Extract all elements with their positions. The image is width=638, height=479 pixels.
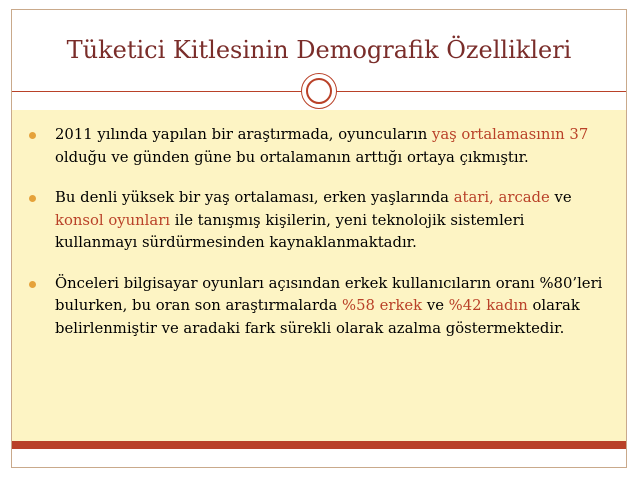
- bullet-dot-icon: [29, 281, 36, 288]
- text-segment: ve: [422, 297, 449, 314]
- text-segment: Bu denli yüksek bir yaş ortalaması, erken yaşlarında: [55, 189, 454, 206]
- bullet-list: [21, 124, 611, 358]
- highlight-text: arcade: [498, 189, 550, 206]
- slide-title: Tüketici Kitlesinin Demografik Özellikleri: [66, 36, 572, 64]
- highlight-text: konsol oyunları: [55, 211, 171, 229]
- bullet-item: [21, 187, 611, 255]
- text-segment: olduğu ve günden güne bu ortalamanın arttığı ortaya çıkmıştır.: [55, 148, 529, 166]
- text-segment: 2011 yılında yapılan bir araştırmada, oyuncuların: [55, 126, 432, 143]
- highlight-text: atari,: [453, 189, 494, 206]
- content-panel: [12, 110, 626, 449]
- bullet-dot-icon: [29, 195, 36, 202]
- text-segment: Önceleri bilgisayar oyunları açısından erkek kullanıcıların oranı %80’leri bulurken, bu oran son araştırmalarda: [55, 274, 603, 314]
- bottom-accent-bar: [12, 441, 626, 449]
- text-segment: ile tanışmış kişilerin, yeni teknolojik sistemleri kullanmayı sürdürmesinden kaynaklanmaktadır.: [55, 211, 525, 251]
- highlight-text: %42 kadın: [448, 297, 528, 314]
- bullet-item: [21, 124, 611, 169]
- double-circle-ornament-icon: [301, 73, 337, 109]
- highlight-text: yaş ortalamasının 37: [431, 126, 589, 143]
- text-segment: ve: [549, 189, 572, 206]
- highlight-text: %58 erkek: [342, 297, 423, 314]
- bullet-item: [21, 273, 611, 341]
- bullet-dot-icon: [29, 132, 36, 139]
- slide-frame: [11, 9, 627, 468]
- inner-circle-icon: [306, 78, 332, 104]
- text-segment: olarak belirlenmiştir ve aradaki fark sürekli olarak azalma göstermektedir.: [55, 297, 580, 337]
